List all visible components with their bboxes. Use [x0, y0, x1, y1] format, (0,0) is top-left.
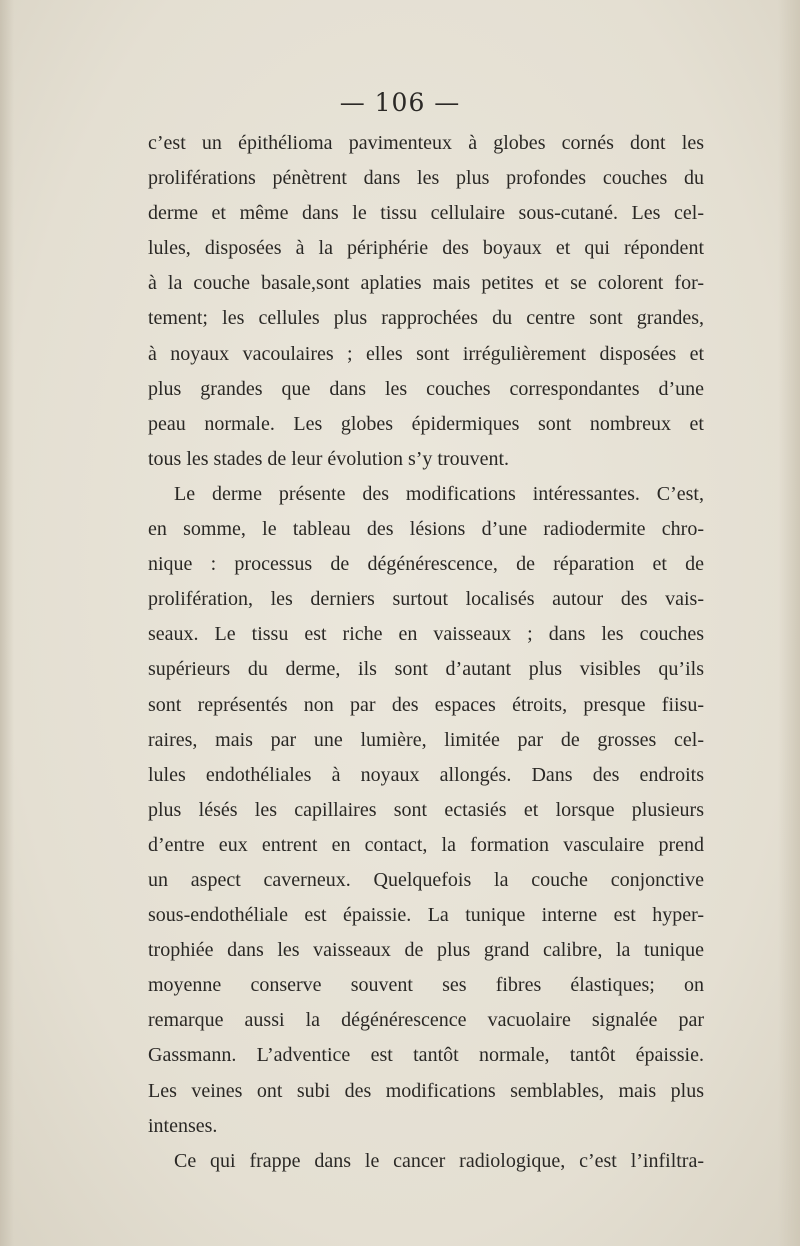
text-line: à noyaux vacoulaires ; elles sont irrégulièrement disposées et: [148, 342, 704, 365]
text-line: Les veines ont subi des modifications semblables, mais plus: [148, 1079, 704, 1102]
text-line: tous les stades de leur évolution s’y trouvent.: [148, 447, 510, 470]
text-line: plus lésés les capillaires sont ectasiés et lorsque plusieurs: [148, 798, 704, 821]
page-edge-left: [0, 0, 14, 1246]
text-line: plus grandes que dans les couches correspondantes d’une: [148, 377, 704, 400]
body-text: [148, 126, 704, 1179]
text-line: remarque aussi la dégénérescence vacuolaire signalée par: [148, 1009, 704, 1032]
text-line: lules endothéliales à noyaux allongés. Dans des endroits: [148, 763, 704, 786]
text-line: en somme, le tableau des lésions d’une radiodermite chro-: [148, 518, 704, 541]
text-line: moyenne conserve souvent ses fibres élastiques; on: [148, 974, 704, 997]
text-line: peau normale. Les globes épidermiques sont nombreux et: [148, 412, 704, 435]
page-edge-right: [778, 0, 800, 1246]
text-line: Le derme présente des modifications intéressantes. C’est,: [174, 482, 704, 505]
text-line: Ce qui frappe dans le cancer radiologique, c’est l’infiltra-: [174, 1149, 704, 1172]
text-line: trophiée dans les vaisseaux de plus grand calibre, la tunique: [148, 939, 704, 962]
text-line: c’est un épithélioma pavimenteux à globes cornés dont les: [148, 132, 704, 154]
page-number: — 106 —: [339, 88, 461, 117]
text-line: à la couche basale,sont aplaties mais petites et se colorent for-: [148, 272, 704, 295]
text-line: nique : processus de dégénérescence, de réparation et de: [148, 553, 704, 576]
text-line: sont représentés non par des espaces étroits, presque fiisu-: [148, 693, 704, 716]
text-line: seaux. Le tissu est riche en vaisseaux ; dans les couches: [148, 623, 704, 646]
text-line: sous-endothéliale est épaissie. La tunique interne est hyper-: [148, 904, 704, 927]
text-line: Gassmann. L’adventice est tantôt normale, tantôt épaissie.: [148, 1044, 704, 1067]
text-line: tement; les cellules plus rapprochées du centre sont grandes,: [148, 307, 704, 330]
text-line: lules, disposées à la périphérie des boyaux et qui répondent: [148, 237, 704, 260]
text-line: derme et même dans le tissu cellulaire sous-cutané. Les cel-: [148, 202, 704, 225]
text-line: d’entre eux entrent en contact, la formation vasculaire prend: [148, 833, 704, 856]
text-line: prolifération, les derniers surtout localisés autour des vais-: [148, 588, 704, 611]
text-line: un aspect caverneux. Quelquefois la couche conjonctive: [148, 868, 704, 891]
text-line: intenses.: [148, 1114, 218, 1137]
text-line: raires, mais par une lumière, limitée par de grosses cel-: [148, 728, 704, 751]
text-line: supérieurs du derme, ils sont d’autant plus visibles qu’ils: [148, 658, 704, 681]
text-line: proliférations pénètrent dans les plus profondes couches du: [148, 167, 704, 190]
